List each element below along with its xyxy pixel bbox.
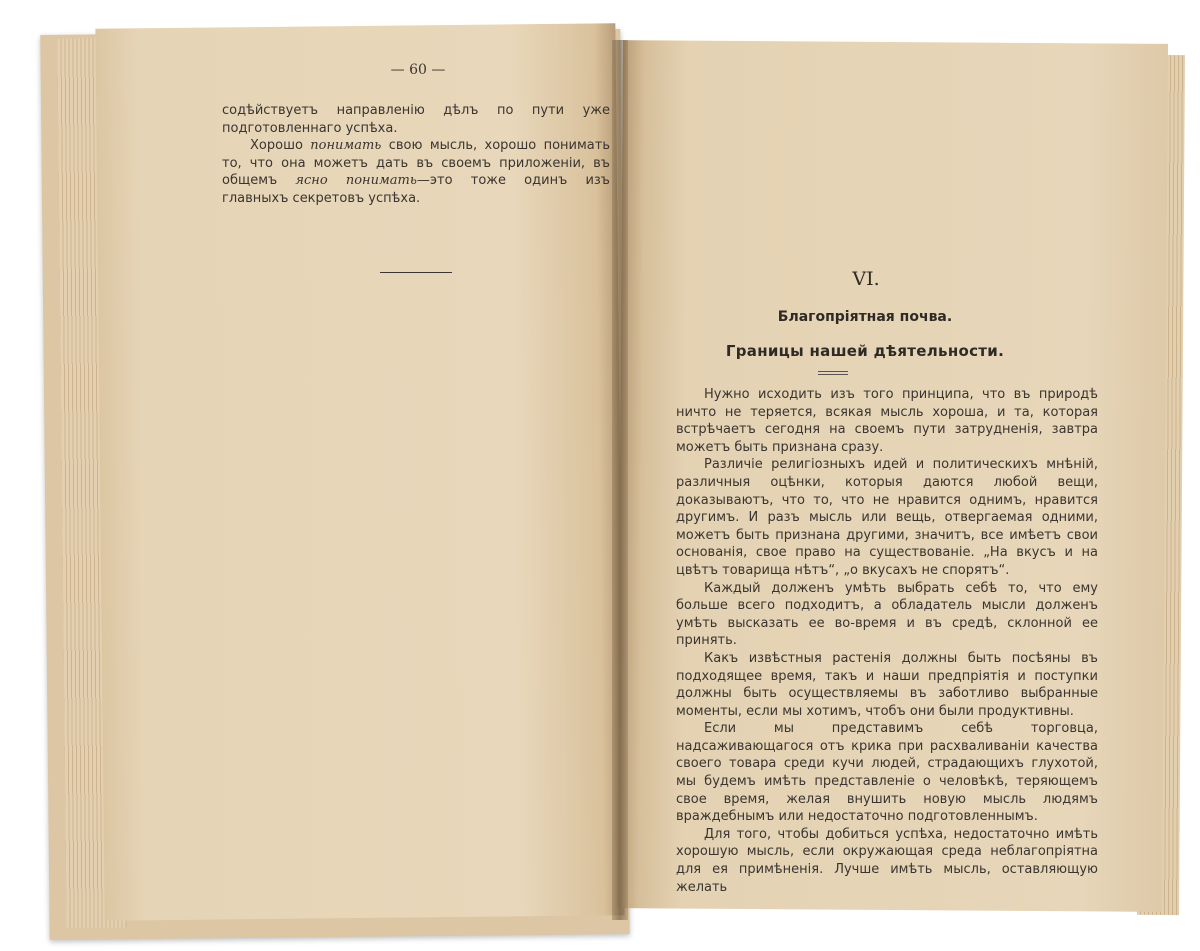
book-gutter xyxy=(612,40,628,920)
chapter-numeral: VI. xyxy=(852,268,880,290)
right-paragraph-2: Различіе религіозныхъ идей и политическихъ мнѣній, различныя оцѣнки, которыя даются любой вещи, доказываютъ, что то, что не нравится однимъ, нравится другимъ. И разъ мысль или вещь, отвергаемая одними, можетъ быть признана другими, значитъ, все имѣетъ свои основанія, свое право на существованіе. „На вкусъ и на цвѣтъ товарища нѣтъ“, „о вкусахъ не спорятъ“. xyxy=(676,457,1098,578)
chapter-heading: Благопріятная почва. xyxy=(777,309,953,325)
italic-term: ясно понимать xyxy=(295,173,417,189)
section-end-rule xyxy=(380,272,452,273)
right-paragraph-4: Какъ извѣстныя растенія должны быть посѣяны въ подходящее время, такъ и наши предпріятія и поступки должны быть осуществляемы въ заботливо выбранные моменты, если мы хотимъ, чтобъ они были продуктивны. xyxy=(676,650,1098,719)
right-page-text xyxy=(676,386,1098,896)
right-paragraph-1: Нужно исходить изъ того принципа, что въ природѣ ничто не теряется, всякая мысль хороша, и та, которая встрѣчаетъ сегодня на своемъ пути затрудненія, завтра можетъ быть признана сразу. xyxy=(676,387,1098,455)
left-paragraph-1: содѣйствуетъ направленію дѣлъ по пути уже подготовленнаго успѣха. xyxy=(222,103,610,136)
right-paragraph-5: Если мы представимъ себѣ торговца, надсаживающагося отъ крика при расхваливаніи качества своего товара среди кучи людей, страдающихъ глухотой, мы будемъ имѣть представленіе о человѣкѣ, теряющемъ свое время, желая внушить новую мысль людямъ враждебнымъ или недостаточно подготовленнымъ. xyxy=(676,721,1098,825)
heading-rule xyxy=(818,371,848,372)
right-paragraph-3: Каждый долженъ умѣть выбрать себѣ то, что ему больше всего подходитъ, а обладатель мысли долженъ умѣть высказать ее во-время и въ средѣ, склонной ее принять. xyxy=(676,580,1098,649)
italic-term: понимать xyxy=(310,138,382,154)
heading-rule xyxy=(818,374,848,375)
page-number: — 60 — xyxy=(390,62,446,78)
chapter-subheading: Границы нашей дѣятельности. xyxy=(725,342,1005,360)
left-paragraph-2: Хорошо понимать свою мысль, хорошо понимать то, что она можетъ дать въ своемъ приложеніи, въ общемъ ясно понимать—это тоже одинъ изъ главныхъ секретовъ успѣха. xyxy=(222,138,611,206)
left-page-text xyxy=(222,102,610,208)
right-paragraph-6: Для того, чтобы добиться успѣха, недостаточно имѣть хорошую мысль, если окружающая среда неблагопріятна для ея примѣненія. Лучше имѣть мысль, оставляющую желать xyxy=(676,826,1098,895)
